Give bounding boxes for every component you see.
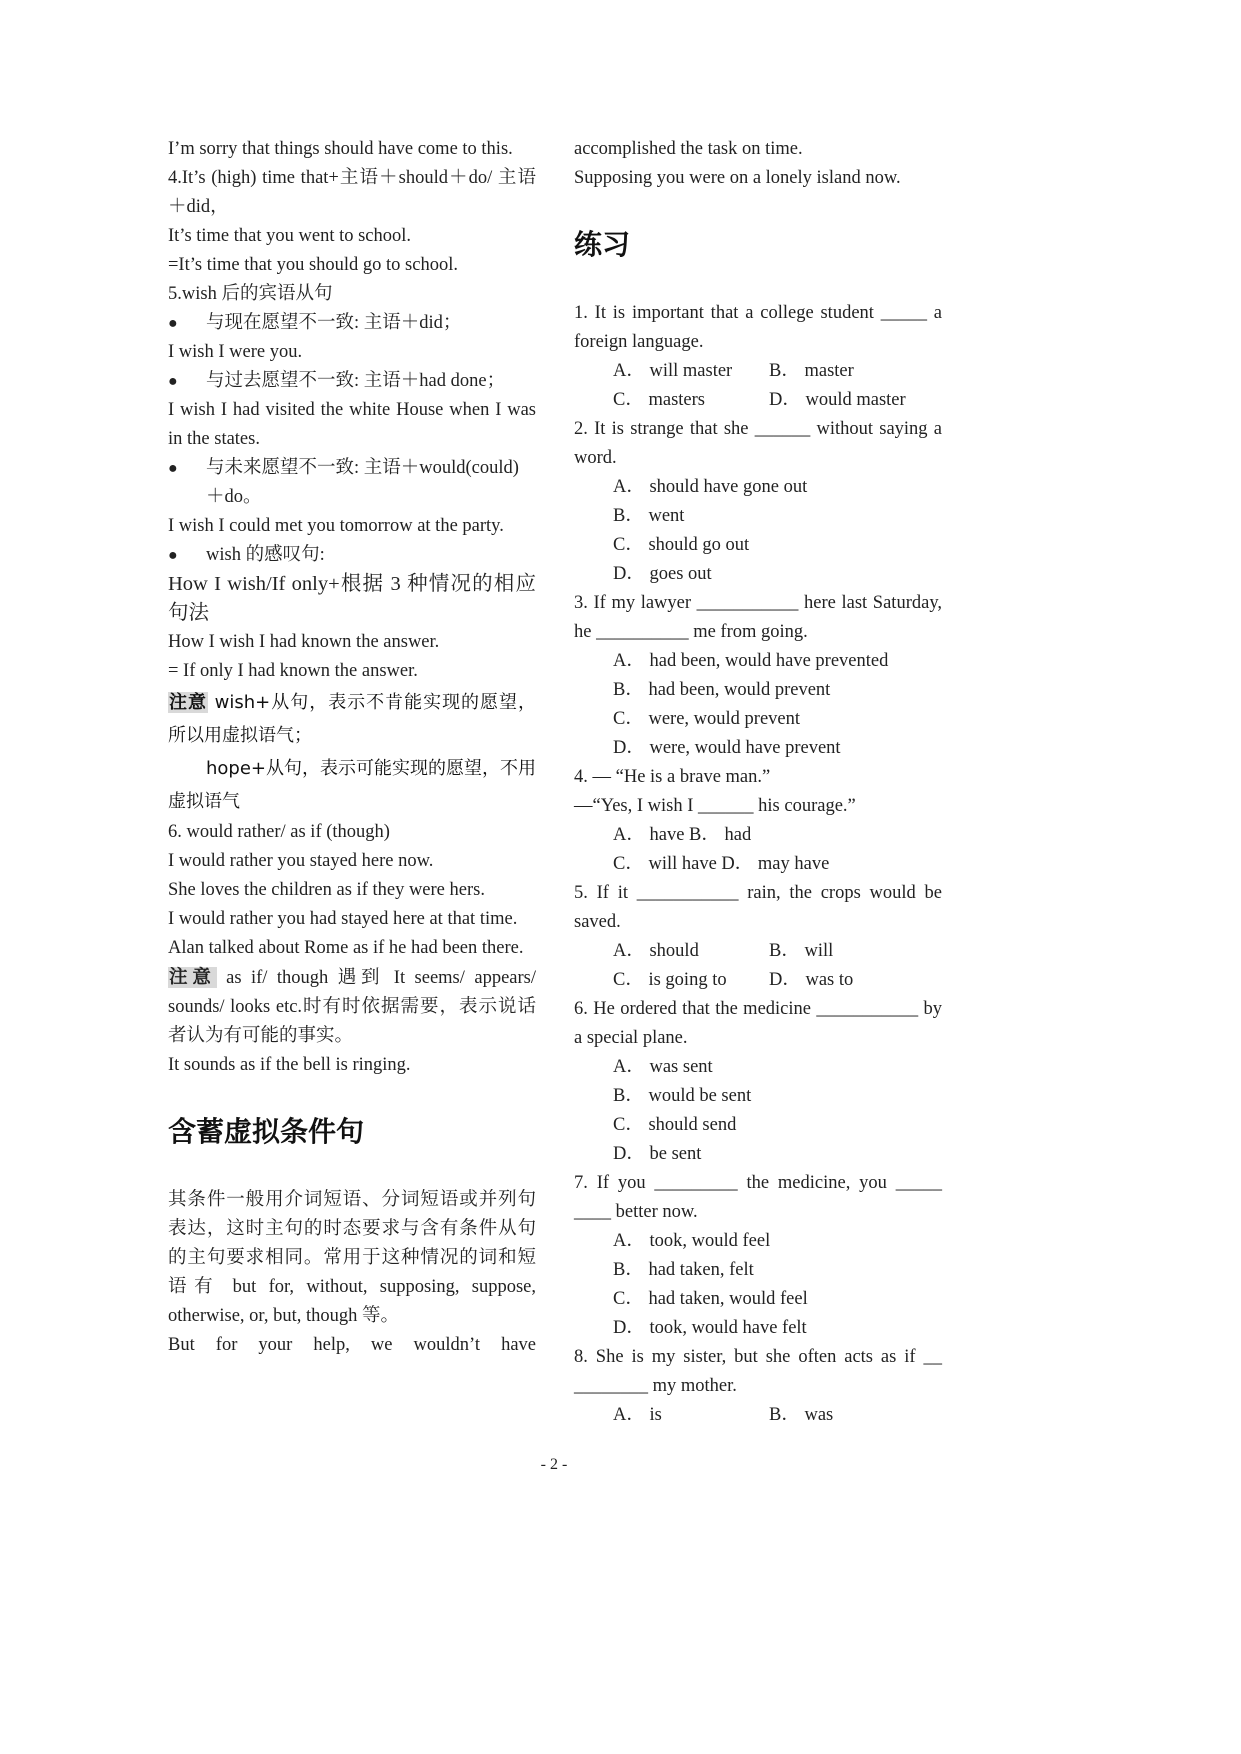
text-line: I’m sorry that things should have come to this. [168, 139, 513, 159]
option-row [574, 386, 942, 415]
answer-option: A． should have gone out [613, 477, 808, 497]
answer-option: C． is going to [613, 970, 727, 990]
text-line: 4. — “He is a brave man.” [574, 767, 771, 787]
text-line: It’s time that you went to school. [168, 226, 412, 246]
answer-option: C． should send [613, 1115, 737, 1135]
text-line: I wish I had visited the white House when I was in the states. [168, 400, 536, 449]
option-row [574, 1053, 942, 1082]
text-line: 1. It is important that a college student _____ a foreign language. [574, 303, 942, 352]
option-row [574, 1401, 942, 1430]
answer-option: B． had been, would prevent [613, 680, 831, 700]
option-row [574, 821, 942, 850]
section-heading: 练习 [574, 228, 631, 261]
left-column [168, 135, 536, 1360]
text-line: 3. If my lawyer ___________ here last Saturday, he __________ me from going. [574, 593, 942, 642]
note-label: 注意 [169, 967, 216, 988]
option-row [574, 676, 942, 705]
page-number: - 2 - [540, 1456, 568, 1473]
text-line: I would rather you stayed here now. [168, 851, 434, 871]
answer-option: A． is [613, 1405, 662, 1425]
text-line: It sounds as if the bell is ringing. [168, 1055, 411, 1075]
answer-option: C． had taken, would feel [613, 1289, 808, 1309]
answer-option: B． was [769, 1405, 834, 1425]
note-text: wish+从句，表示不肯能实现的愿望，所以用虚拟语气； [168, 692, 537, 746]
note-text: as if/ though 遇到 It seems/ appears/ sounds/ looks etc.时有时依据需要，表示说话者认为有可能的事实。 [168, 968, 536, 1046]
note-label: 注意 [169, 692, 207, 713]
option-row [574, 1314, 942, 1343]
option-row [574, 734, 942, 763]
option-row [574, 560, 942, 589]
text-line: 5.wish 后的宾语从句 [168, 284, 333, 304]
text-line: 8. She is my sister, but she often acts as if __ ________ my mother. [574, 1347, 942, 1396]
answer-option: B． master [769, 361, 854, 381]
text-line: accomplished the task on time. [574, 139, 803, 159]
text-line: 其条件一般用介词短语、分词短语或并列句表达，这时主句的时态要求与含有条件从句的主句要求相同。常用于这种情况的词和短语有 but for, without, supposing, suppose, otherwise, or, but, though 等。 [168, 1190, 536, 1326]
option-row [574, 531, 942, 560]
answer-option: A． should [613, 941, 699, 961]
bullet-item [168, 454, 536, 512]
text-line: Alan talked about Rome as if he had been there. [168, 938, 524, 958]
option-row [574, 937, 942, 966]
bullet-text: 与未来愿望不一致: 主语＋would(could) ＋do。 [206, 458, 519, 507]
option-row [574, 850, 942, 879]
option-row [574, 1111, 942, 1140]
text-line: 6. would rather/ as if (though) [168, 822, 390, 842]
text-line: 7. If you _________ the medicine, you _____ ____ better now. [574, 1173, 942, 1222]
text-line: I would rather you had stayed here at that time. [168, 909, 518, 929]
text-line: —“Yes, I wish I ______ his courage.” [574, 796, 856, 816]
bullet-icon: ● [168, 547, 178, 564]
option-row [574, 1256, 942, 1285]
answer-option: B． had [689, 825, 752, 845]
bullet-item [168, 541, 536, 570]
bullet-icon: ● [168, 460, 178, 477]
answer-option: B． will [769, 941, 834, 961]
answer-option: C． will have [613, 854, 722, 874]
answer-option: A． had been, would have prevented [613, 651, 889, 671]
answer-option: C． should go out [613, 535, 750, 555]
text-line: She loves the children as if they were hers. [168, 880, 485, 900]
answer-option: D． were, would have prevent [613, 738, 841, 758]
answer-option: D． goes out [613, 564, 712, 584]
answer-option: A． was sent [613, 1057, 713, 1077]
text-line: 5. If it ___________ rain, the crops would be saved. [574, 883, 942, 932]
answer-option: B． had taken, felt [613, 1260, 754, 1280]
option-row [574, 647, 942, 676]
text-line: hope+从句，表示可能实现的愿望，不用虚拟语气 [168, 758, 537, 812]
note-paragraph [168, 686, 536, 752]
text-line: 6. He ordered that the medicine ___________ by a special plane. [574, 999, 942, 1048]
answer-option: A． took, would feel [613, 1231, 771, 1251]
right-column [574, 135, 942, 1430]
option-row [574, 1227, 942, 1256]
answer-option: D． was to [769, 970, 854, 990]
bullet-text: 与现在愿望不一致: 主语＋did； [206, 313, 462, 333]
answer-option: D． took, would have felt [613, 1318, 807, 1338]
option-row [574, 1140, 942, 1169]
answer-option: D． be sent [613, 1144, 702, 1164]
text-line: Supposing you were on a lonely island now. [574, 168, 901, 188]
answer-option: D． would master [769, 390, 906, 410]
option-row [574, 1285, 942, 1314]
answer-option: A． have [613, 825, 690, 845]
bullet-item [168, 309, 536, 338]
text-line: But for your help, we wouldn’t have [168, 1335, 536, 1355]
text-line: 2. It is strange that she ______ without saying a word. [574, 419, 942, 468]
answer-option: B． would be sent [613, 1086, 752, 1106]
answer-option: A． will master [613, 361, 733, 381]
answer-option: B． went [613, 506, 685, 526]
bullet-text: wish 的感叹句: [206, 545, 325, 565]
option-row [574, 357, 942, 386]
bullet-item [168, 367, 536, 396]
answer-option: C． masters [613, 390, 705, 410]
option-row [574, 705, 942, 734]
text-line: I wish I could met you tomorrow at the party. [168, 516, 504, 536]
section-heading: 含蓄虚拟条件句 [168, 1115, 365, 1148]
note-paragraph [168, 963, 536, 1051]
option-row [574, 1082, 942, 1111]
answer-option: C． were, would prevent [613, 709, 801, 729]
text-line: 4.It’s (high) time that+主语＋should＋do/ 主语＋did， [168, 168, 536, 217]
bullet-icon: ● [168, 373, 178, 390]
text-line: I wish I were you. [168, 342, 303, 362]
bullet-text: 与过去愿望不一致: 主语＋had done； [206, 371, 506, 391]
text-line: How I wish/If only+根据 3 种情况的相应句法 [168, 573, 536, 624]
text-line: =It’s time that you should go to school. [168, 255, 458, 275]
option-row [574, 966, 942, 995]
option-row [574, 502, 942, 531]
text-line: = If only I had known the answer. [168, 661, 418, 681]
bullet-icon: ● [168, 315, 178, 332]
text-line: How I wish I had known the answer. [168, 632, 440, 652]
option-row [574, 473, 942, 502]
answer-option: D． may have [721, 854, 830, 874]
